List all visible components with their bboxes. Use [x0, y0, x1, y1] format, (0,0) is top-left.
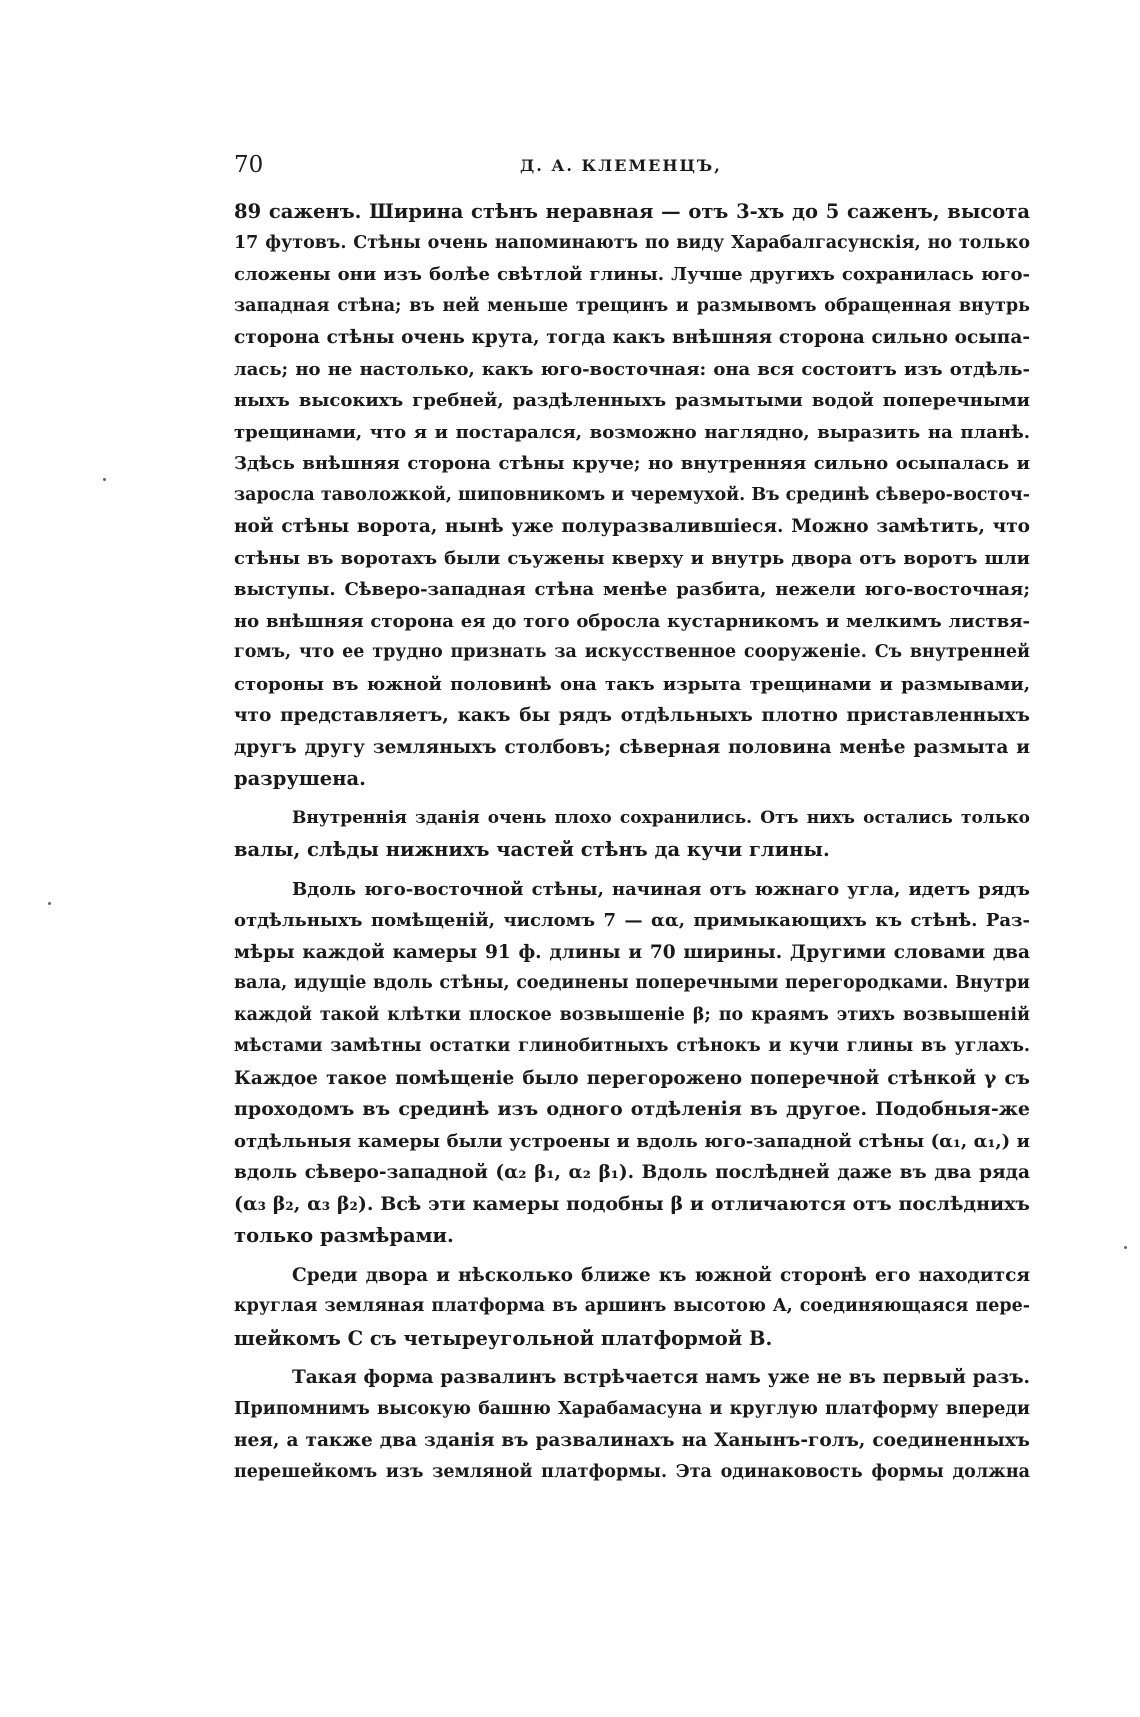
text-line: Внутреннія зданія очень плохо сохранились. Отъ нихъ остались только: [292, 807, 1030, 828]
text-line: другъ другу земляныхъ столбовъ; сѣверная половина менѣе размыта и: [234, 736, 1030, 758]
text-line: перешейкомъ изъ земляной платформы. Эта одинаковость формы должна: [234, 1461, 1030, 1482]
text-line: ныхъ высокихъ гребней, раздѣленныхъ размытыми водой поперечными: [234, 390, 1030, 411]
text-line: гомъ, что ее трудно признать за искусственное сооруженіе. Съ внутренней: [234, 642, 1030, 662]
text-line: только размѣрами.: [234, 1224, 454, 1247]
text-line: Здѣсь внѣшняя сторона стѣны круче; но внутренняя сильно осыпалась и: [234, 453, 1030, 474]
body-text: [234, 196, 1030, 1488]
text-line: проходомъ въ срединѣ изъ одного отдѣленія въ другое. Подобныя-же: [234, 1098, 1030, 1120]
text-line: но внѣшняя сторона ея до того обросла кустарникомъ и мелкимъ листвя-: [234, 610, 1030, 632]
text-line: отдѣльныхъ помѣщеній, числомъ 7 — αα, примыкающихъ къ стѣнѣ. Раз-: [234, 910, 1030, 931]
paragraph: [234, 803, 1030, 866]
text-line: Такая форма развалинъ встрѣчается намъ уже не въ первый разъ.: [292, 1367, 1030, 1388]
text-line: сложены они изъ болѣе свѣтлой глины. Лучше другихъ сохранилась юго-: [234, 264, 1030, 285]
text-line: заросла таволожкой, шиповникомъ и черемухой. Въ срединѣ сѣверо-восточ-: [234, 484, 1031, 505]
text-line: (α₃ β₂, α₃ β₂). Всѣ эти камеры подобны β и отличаются отъ послѣднихъ: [234, 1192, 1030, 1215]
page-number: 70: [234, 152, 264, 178]
text-line: что представляетъ, какъ бы рядъ отдѣльныхъ плотно приставленныхъ: [234, 705, 1030, 726]
text-line: вала, идущіе вдоль стѣны, соединены поперечными перегородками. Внутри: [234, 973, 1030, 993]
text-line: валы, слѣды нижнихъ частей стѣнъ да кучи глины.: [234, 838, 830, 861]
paragraph: [234, 1362, 1030, 1488]
scan-speck: [48, 902, 51, 905]
paragraph-gap: [234, 1252, 1030, 1260]
scan-speck: [1124, 1246, 1127, 1249]
text-line: 17 футовъ. Стѣны очень напоминаютъ по виду Харабалгасунскія, но только: [234, 232, 1030, 253]
scan-speck: [103, 478, 106, 481]
text-line: стѣны въ воротахъ были съужены кверху и внутрь двора отъ воротъ шли: [234, 547, 1030, 569]
text-line: западная стѣна; въ ней меньше трещинъ и размывомъ обращенная внутрь: [234, 295, 1030, 316]
text-line: Припомнимъ высокую башню Харабамасуна и круглую платформу впереди: [234, 1398, 1030, 1419]
text-line: сторона стѣны очень крута, тогда какъ внѣшняя сторона сильно осыпа-: [234, 327, 1030, 348]
text-line: ной стѣны ворота, нынѣ уже полуразвалившіеся. Можно замѣтить, что: [234, 516, 1030, 537]
paragraph-gap: [234, 866, 1030, 874]
text-line: лась; но не настолько, какъ юго-восточная: она вся состоитъ изъ отдѣль-: [234, 358, 1030, 380]
paragraph-gap: [234, 795, 1030, 803]
text-line: каждой такой клѣтки плоское возвышеніе β; по краямъ этихъ возвышеній: [234, 1004, 1030, 1025]
text-line: Среди двора и нѣсколько ближе къ южной сторонѣ его находится: [292, 1264, 1030, 1286]
text-line: Каждое такое помѣщеніе было перегорожено поперечной стѣнкой γ съ: [234, 1067, 1030, 1089]
text-line: мѣры каждой камеры 91 ф. длины и 70 ширины. Другими словами два: [234, 941, 1030, 963]
text-line: шейкомъ C съ четыреугольной платформой B.: [234, 1326, 773, 1350]
running-title: Д. А. КЛЕМЕНЦЪ,: [520, 156, 722, 175]
paragraph-gap: [234, 1354, 1030, 1362]
paragraph: [234, 1260, 1030, 1355]
text-line: вдоль сѣверо-западной (α₂ β₁, α₂ β₁). Вдоль послѣдней даже въ два ряда: [234, 1162, 1030, 1183]
text-line: разрушена.: [234, 767, 366, 790]
paragraph: [234, 874, 1030, 1252]
text-line: Вдоль юго-восточной стѣны, начиная отъ южнаго угла, идетъ рядъ: [292, 878, 1030, 900]
text-line: выступы. Сѣверо-западная стѣна менѣе разбита, нежели юго-восточная;: [234, 579, 1030, 600]
text-line: трещинами, что я и постарался, возможно наглядно, выразить на планѣ.: [234, 421, 1030, 443]
text-line: нея, а также два зданія въ развалинахъ на Ханынъ-голъ, соединенныхъ: [234, 1430, 1030, 1451]
text-line: стороны въ южной половинѣ она такъ изрыта трещинами и размывами,: [234, 673, 1030, 695]
text-line: круглая земляная платформа въ аршинъ высотою A, соединяющаяся пере-: [234, 1296, 1030, 1316]
paragraph: [234, 196, 1030, 795]
text-line: 89 саженъ. Ширина стѣнъ неравная — отъ 3-хъ до 5 саженъ, высота: [234, 200, 1030, 223]
text-line: отдѣльныя камеры были устроены и вдоль юго-западной стѣны (α₁, α₁,) и: [234, 1130, 1030, 1152]
text-line: мѣстами замѣтны остатки глинобитныхъ стѣнокъ и кучи глины въ углахъ.: [234, 1036, 1030, 1056]
